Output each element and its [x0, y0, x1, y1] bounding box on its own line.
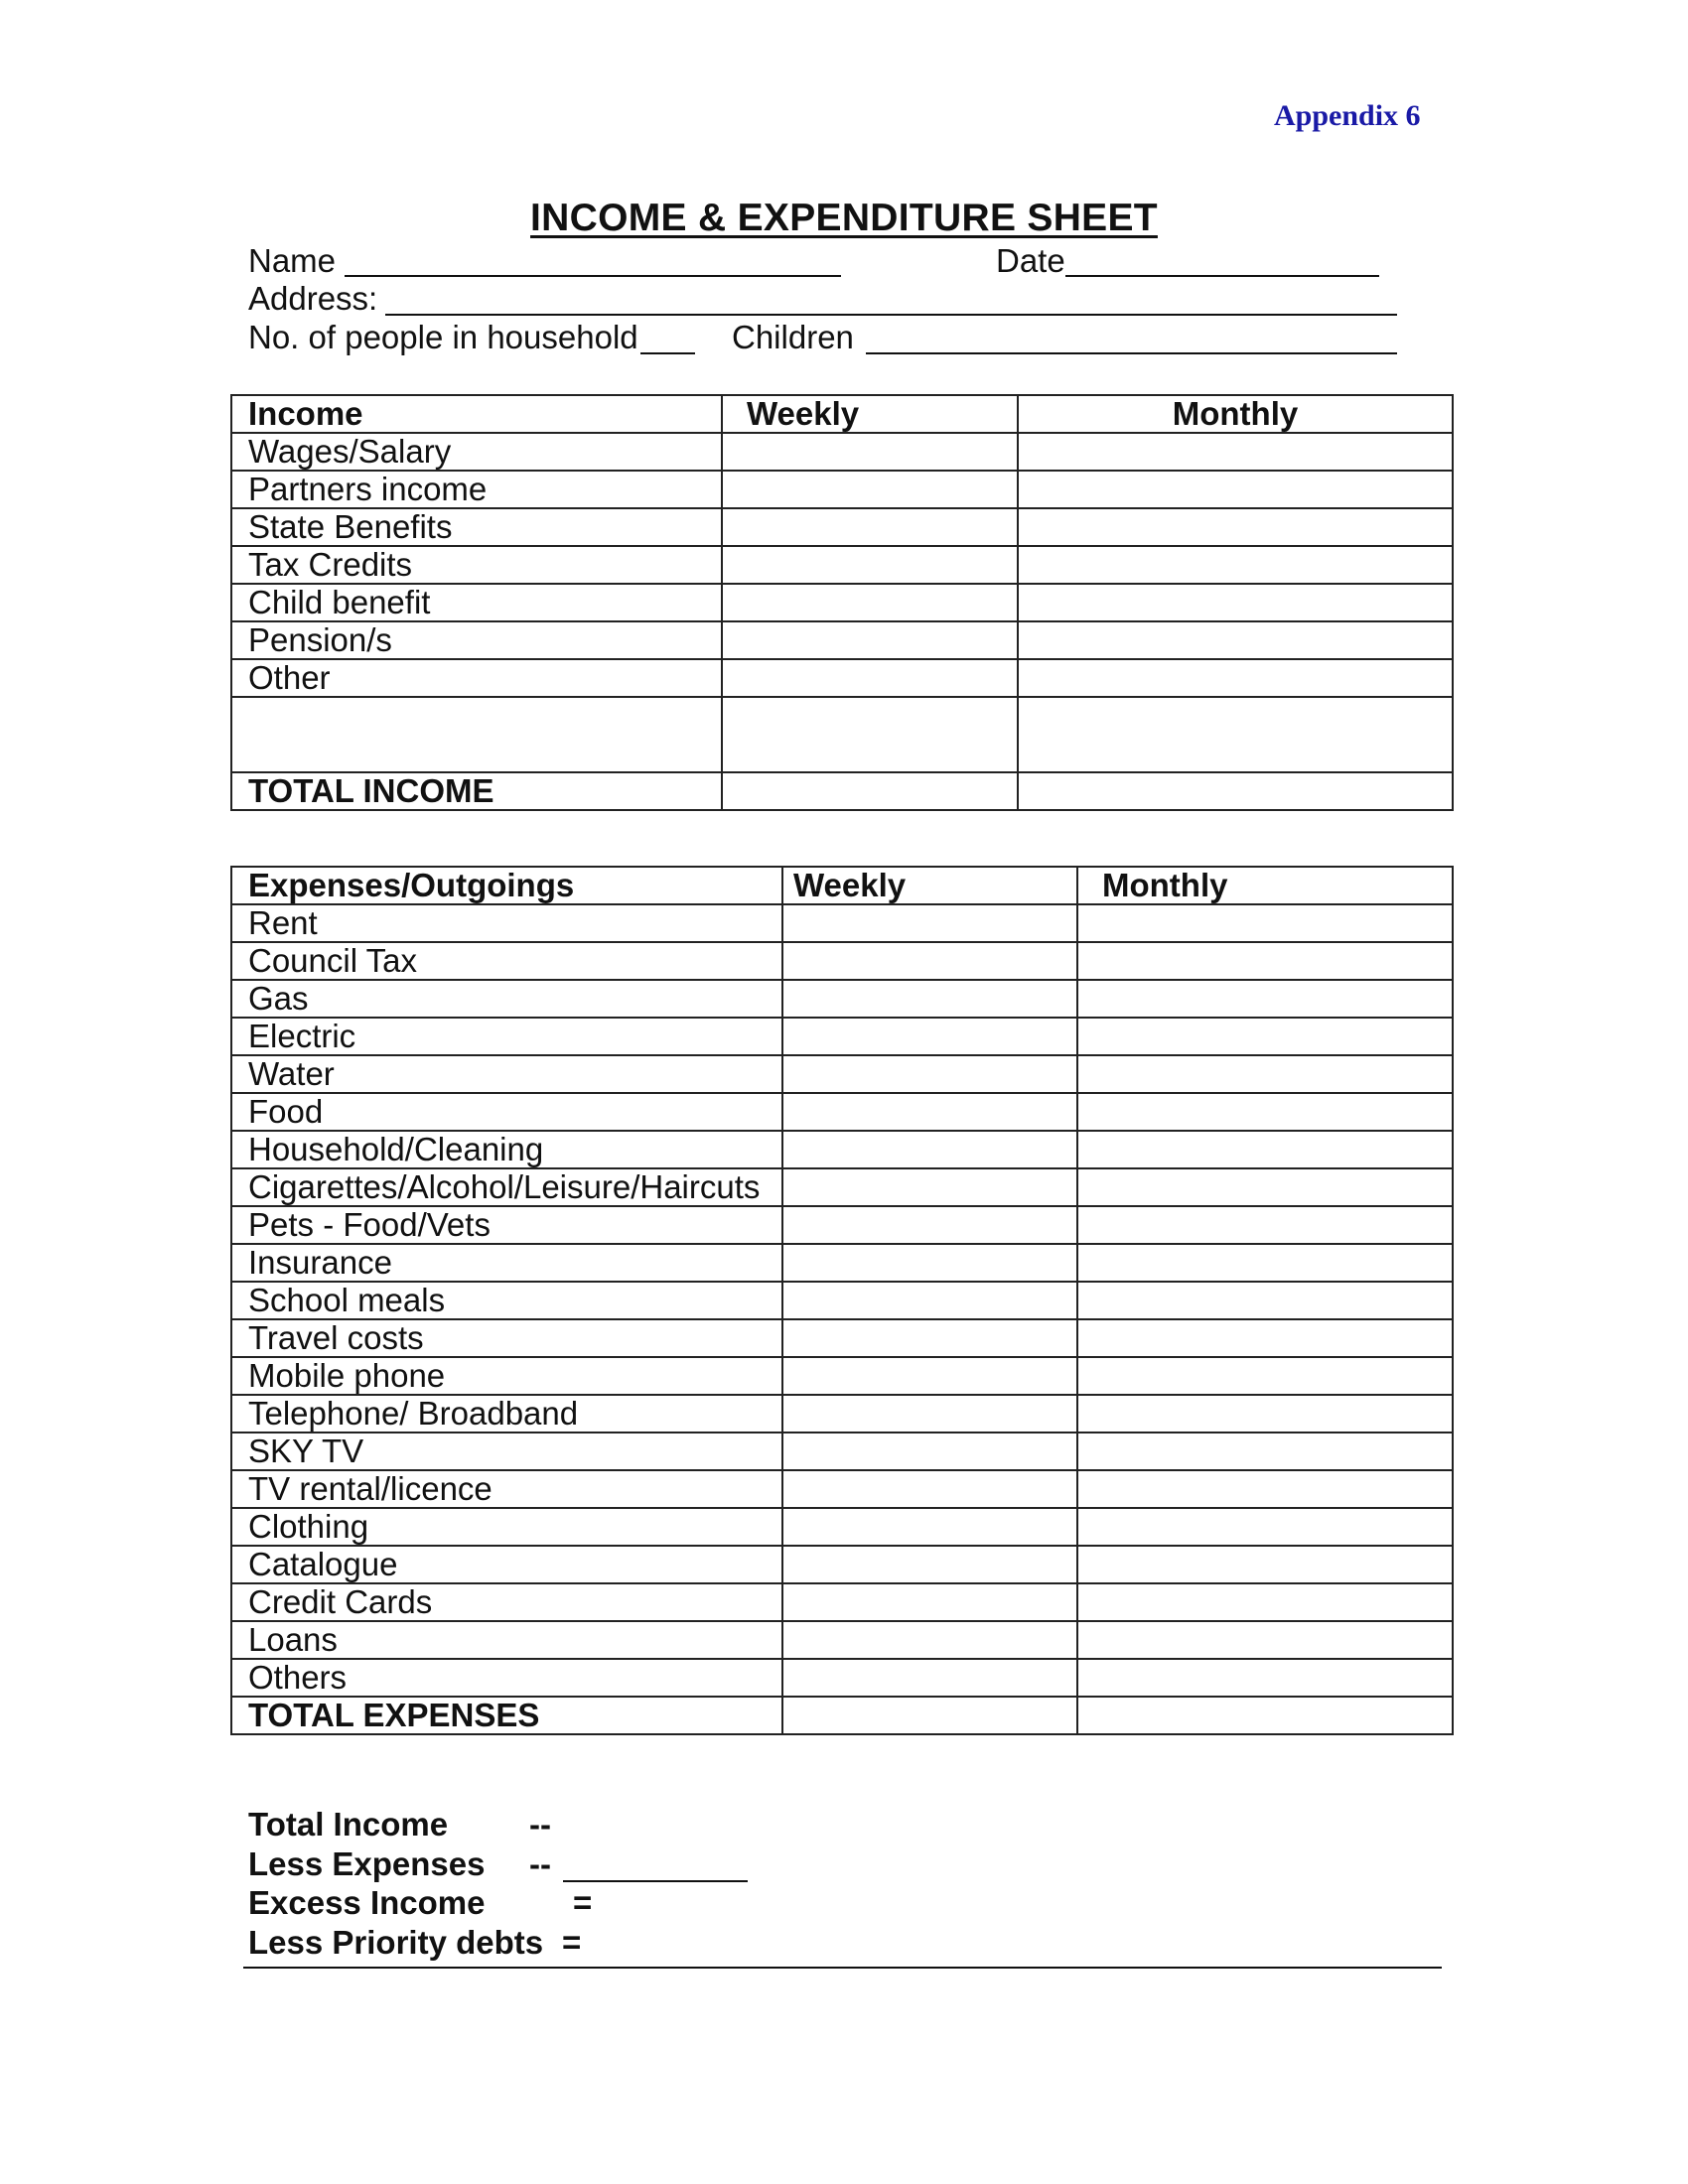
weekly-cell[interactable] — [782, 1319, 1077, 1357]
name-label: Name — [248, 242, 337, 279]
column-header-income: Income — [231, 395, 722, 433]
table-row — [231, 546, 1453, 584]
column-header-monthly: Monthly — [1077, 867, 1453, 904]
weekly-cell[interactable] — [782, 1244, 1077, 1282]
income-table — [230, 394, 1454, 811]
row-label-credit-cards: Credit Cards — [231, 1583, 782, 1621]
row-label-food: Food — [231, 1093, 782, 1131]
total-expenses-label: TOTAL EXPENSES — [231, 1697, 782, 1734]
table-row — [231, 659, 1453, 697]
monthly-cell[interactable] — [1077, 1583, 1453, 1621]
table-row — [231, 471, 1453, 508]
monthly-cell[interactable] — [1077, 1433, 1453, 1470]
monthly-cell[interactable] — [1018, 546, 1453, 584]
table-row — [231, 1583, 1453, 1621]
weekly-cell[interactable] — [782, 1546, 1077, 1583]
row-label-tax-credits: Tax Credits — [231, 546, 722, 584]
priority-debts-line[interactable] — [243, 1967, 1442, 1969]
weekly-cell[interactable] — [782, 904, 1077, 942]
weekly-cell[interactable] — [782, 1508, 1077, 1546]
row-label-tv-rental-licence: TV rental/licence — [231, 1470, 782, 1508]
weekly-cell[interactable] — [722, 621, 1018, 659]
monthly-cell[interactable] — [1018, 471, 1453, 508]
monthly-cell[interactable] — [1077, 1395, 1453, 1433]
weekly-cell[interactable] — [782, 1093, 1077, 1131]
table-row — [231, 942, 1453, 980]
row-label-pets-food-vets: Pets - Food/Vets — [231, 1206, 782, 1244]
summary-label: Less Priority debts — [248, 1923, 544, 1961]
table-row — [231, 1319, 1453, 1357]
monthly-cell[interactable] — [1077, 1319, 1453, 1357]
table-row — [231, 1018, 1453, 1055]
monthly-cell[interactable] — [1077, 1621, 1453, 1659]
weekly-cell[interactable] — [782, 942, 1077, 980]
row-label-gas: Gas — [231, 980, 782, 1018]
page-title: INCOME & EXPENDITURE SHEET — [530, 197, 1158, 239]
weekly-cell[interactable] — [782, 1433, 1077, 1470]
weekly-cell[interactable] — [782, 1583, 1077, 1621]
table-row — [231, 1131, 1453, 1168]
table-row — [231, 1508, 1453, 1546]
people-field[interactable] — [640, 352, 695, 354]
total-row — [231, 772, 1453, 810]
table-row — [231, 1282, 1453, 1319]
monthly-cell[interactable] — [1018, 584, 1453, 621]
weekly-cell[interactable] — [782, 1206, 1077, 1244]
total-monthly-cell[interactable] — [1077, 1697, 1453, 1734]
monthly-cell[interactable] — [1018, 621, 1453, 659]
weekly-cell[interactable] — [782, 1659, 1077, 1697]
summary-operator: = — [562, 1923, 582, 1961]
expenses-outgoings-header-row — [231, 867, 1453, 904]
monthly-cell[interactable] — [1077, 1055, 1453, 1093]
table-row — [231, 584, 1453, 621]
weekly-cell[interactable] — [782, 1357, 1077, 1395]
total-row — [231, 1697, 1453, 1734]
weekly-cell[interactable] — [782, 1395, 1077, 1433]
weekly-cell[interactable] — [782, 1621, 1077, 1659]
total-weekly-cell[interactable] — [782, 1697, 1077, 1734]
weekly-cell[interactable] — [782, 1018, 1077, 1055]
summary-row-total-income — [248, 1805, 551, 1844]
total-weekly-cell[interactable] — [722, 772, 1018, 810]
row-label-child-benefit: Child benefit — [231, 584, 722, 621]
monthly-cell[interactable] — [1077, 904, 1453, 942]
monthly-cell[interactable] — [1077, 1093, 1453, 1131]
monthly-cell[interactable] — [1077, 1282, 1453, 1319]
children-field[interactable] — [866, 352, 1397, 354]
summary-row-less-priority-debts — [248, 1923, 582, 1963]
address-field[interactable] — [385, 314, 1397, 316]
weekly-cell[interactable] — [782, 1470, 1077, 1508]
table-row — [231, 433, 1453, 471]
summary-operator: = — [573, 1884, 593, 1921]
summary-operator: -- — [529, 1806, 551, 1843]
row-label-electric: Electric — [231, 1018, 782, 1055]
column-header-monthly: Monthly — [1018, 395, 1453, 433]
table-row — [231, 1546, 1453, 1583]
people-label: No. of people in household — [248, 319, 638, 355]
table-row — [231, 1470, 1453, 1508]
monthly-cell[interactable] — [1077, 1659, 1453, 1697]
weekly-cell[interactable] — [782, 1055, 1077, 1093]
monthly-cell[interactable] — [1077, 1508, 1453, 1546]
income-header-row — [231, 395, 1453, 433]
total-income-label: TOTAL INCOME — [231, 772, 722, 810]
table-row — [231, 508, 1453, 546]
summary-label: Less Expenses — [248, 1844, 486, 1882]
summary-row-excess-income — [248, 1883, 593, 1923]
column-header-expenses-outgoings: Expenses/Outgoings — [231, 867, 782, 904]
column-header-weekly: Weekly — [722, 395, 1018, 433]
monthly-cell[interactable] — [1077, 1206, 1453, 1244]
monthly-cell[interactable] — [1018, 697, 1453, 772]
monthly-cell[interactable] — [1018, 659, 1453, 697]
monthly-cell[interactable] — [1077, 980, 1453, 1018]
weekly-cell[interactable] — [722, 471, 1018, 508]
summary-section — [248, 1805, 593, 1962]
row-label-pension-s: Pension/s — [231, 621, 722, 659]
table-row — [231, 1244, 1453, 1282]
monthly-cell[interactable] — [1077, 1168, 1453, 1206]
row-label-sky-tv: SKY TV — [231, 1433, 782, 1470]
weekly-cell[interactable] — [722, 697, 1018, 772]
summary-row-less-expenses — [248, 1844, 551, 1884]
date-field[interactable] — [1065, 275, 1379, 277]
monthly-cell[interactable] — [1018, 433, 1453, 471]
address-label: Address: — [248, 280, 378, 317]
weekly-cell[interactable] — [782, 980, 1077, 1018]
table-row — [231, 1206, 1453, 1244]
monthly-cell[interactable] — [1077, 1470, 1453, 1508]
table-row — [231, 1168, 1453, 1206]
row-label-insurance: Insurance — [231, 1244, 782, 1282]
row-label-water: Water — [231, 1055, 782, 1093]
row-label-household-cleaning: Household/Cleaning — [231, 1131, 782, 1168]
row-label-catalogue: Catalogue — [231, 1546, 782, 1583]
row-label-rent: Rent — [231, 904, 782, 942]
row-label-others: Others — [231, 1659, 782, 1697]
row-label-blank — [231, 697, 722, 772]
row-label-other: Other — [231, 659, 722, 697]
table-row — [231, 1659, 1453, 1697]
monthly-cell[interactable] — [1077, 1018, 1453, 1055]
less-expenses-line[interactable] — [563, 1880, 748, 1882]
table-row — [231, 1621, 1453, 1659]
summary-operator: -- — [529, 1844, 551, 1882]
monthly-cell[interactable] — [1077, 1244, 1453, 1282]
row-label-council-tax: Council Tax — [231, 942, 782, 980]
monthly-cell[interactable] — [1077, 1546, 1453, 1583]
weekly-cell[interactable] — [722, 433, 1018, 471]
summary-label: Total Income — [248, 1806, 449, 1843]
table-row — [231, 1093, 1453, 1131]
monthly-cell[interactable] — [1077, 1131, 1453, 1168]
weekly-cell[interactable] — [722, 546, 1018, 584]
table-row — [231, 697, 1453, 772]
row-label-state-benefits: State Benefits — [231, 508, 722, 546]
weekly-cell[interactable] — [782, 1282, 1077, 1319]
row-label-wages-salary: Wages/Salary — [231, 433, 722, 471]
monthly-cell[interactable] — [1077, 942, 1453, 980]
table-row — [231, 1395, 1453, 1433]
weekly-cell[interactable] — [722, 584, 1018, 621]
row-label-clothing: Clothing — [231, 1508, 782, 1546]
weekly-cell[interactable] — [722, 508, 1018, 546]
total-monthly-cell[interactable] — [1018, 772, 1453, 810]
table-row — [231, 1357, 1453, 1395]
weekly-cell[interactable] — [722, 659, 1018, 697]
row-label-mobile-phone: Mobile phone — [231, 1357, 782, 1395]
date-label: Date — [996, 242, 1065, 279]
row-label-school-meals: School meals — [231, 1282, 782, 1319]
row-label-partners-income: Partners income — [231, 471, 722, 508]
expense-table — [230, 866, 1454, 1735]
table-row — [231, 980, 1453, 1018]
weekly-cell[interactable] — [782, 1131, 1077, 1168]
table-row — [231, 621, 1453, 659]
monthly-cell[interactable] — [1077, 1357, 1453, 1395]
children-label: Children — [732, 319, 854, 355]
table-row — [231, 1433, 1453, 1470]
name-field[interactable] — [345, 275, 841, 277]
row-label-cigarettes-alcohol-leisure-haircuts: Cigarettes/Alcohol/Leisure/Haircuts — [231, 1168, 782, 1206]
row-label-loans: Loans — [231, 1621, 782, 1659]
table-row — [231, 1055, 1453, 1093]
table-row — [231, 904, 1453, 942]
row-label-telephone-broadband: Telephone/ Broadband — [231, 1395, 782, 1433]
summary-label: Excess Income — [248, 1884, 486, 1921]
monthly-cell[interactable] — [1018, 508, 1453, 546]
row-label-travel-costs: Travel costs — [231, 1319, 782, 1357]
appendix-label: Appendix 6 — [1274, 99, 1421, 132]
column-header-weekly: Weekly — [782, 867, 1077, 904]
weekly-cell[interactable] — [782, 1168, 1077, 1206]
